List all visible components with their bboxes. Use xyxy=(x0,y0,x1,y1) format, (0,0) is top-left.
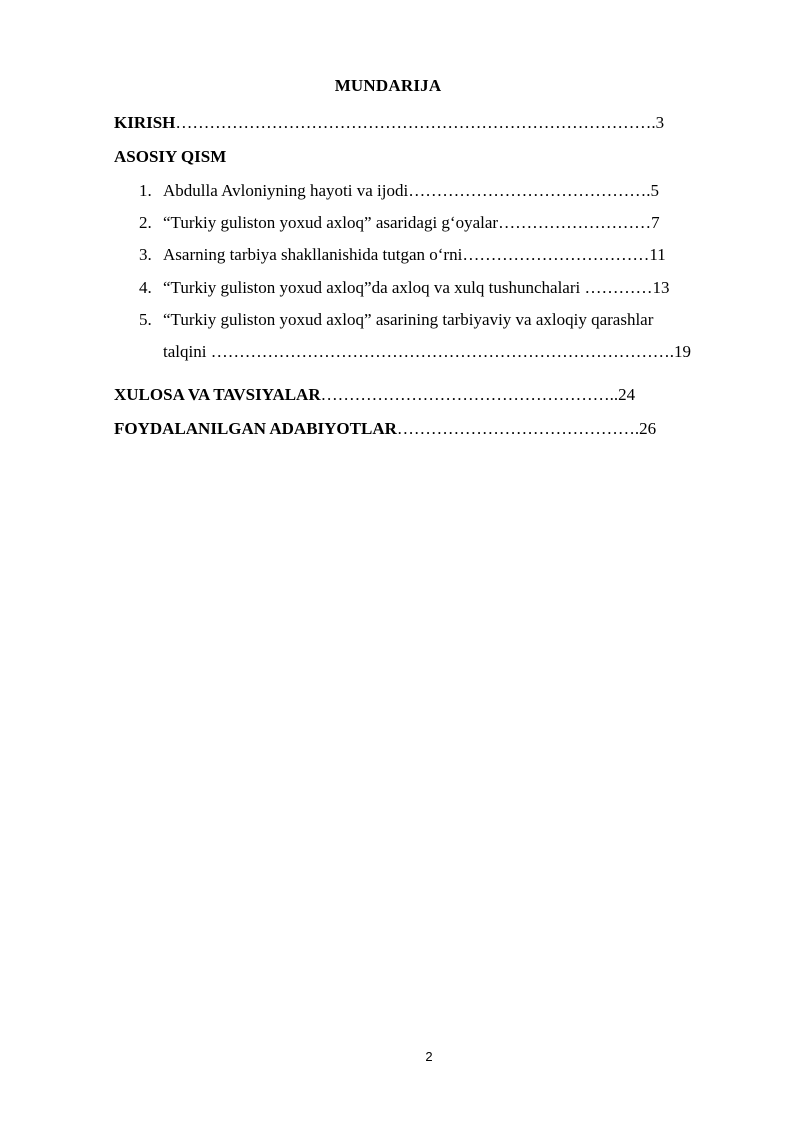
page-footer-number: 2 xyxy=(425,1049,433,1064)
toc-entry-conclusion xyxy=(114,385,635,405)
toc-leader-dots: ………… xyxy=(584,278,653,297)
toc-leader-dots: …………………………………………………………………………. xyxy=(175,113,656,132)
toc-leader-dots: ……………………………………. xyxy=(408,181,651,200)
toc-item xyxy=(139,213,660,233)
toc-item xyxy=(139,245,666,265)
toc-leader-dots: ………………………………………………………………………. xyxy=(210,342,674,361)
toc-item-text: Asarning tarbiya shakllanishida tutgan o‘rni xyxy=(163,245,463,264)
toc-leader-dots: …………………………………………….. xyxy=(320,385,619,404)
toc-title: MUNDARIJA xyxy=(334,76,442,95)
toc-item-text: talqini xyxy=(163,342,211,361)
toc-page-number: 11 xyxy=(649,245,666,264)
toc-item xyxy=(139,181,659,201)
toc-leader-dots: ……………………………………. xyxy=(396,419,640,438)
toc-item xyxy=(139,278,669,298)
toc-page-number: 26 xyxy=(639,419,657,438)
toc-item-number: 4. xyxy=(139,278,152,297)
toc-leader-dots: …………………………… xyxy=(462,245,650,264)
toc-entry-label: KIRISH xyxy=(114,113,176,132)
toc-item-number: 1. xyxy=(139,181,152,200)
toc-page-number: 19 xyxy=(673,342,691,361)
toc-item-number: 2. xyxy=(139,213,152,232)
toc-entry-label: XULOSA VA TAVSIYALAR xyxy=(114,385,321,404)
toc-page-number: 13 xyxy=(652,278,670,297)
toc-page-number: 24 xyxy=(618,385,636,404)
toc-page-number: 5 xyxy=(650,181,659,200)
toc-item-text: “Turkiy guliston yoxud axloq” asaridagi g‘oyalar xyxy=(163,213,499,232)
toc-item-number: 3. xyxy=(139,245,152,264)
toc-item-text: “Turkiy guliston yoxud axloq”da axloq va xulq tushunchalari xyxy=(163,278,585,297)
toc-item-text: Abdulla Avloniyning hayoti va ijodi xyxy=(163,181,409,200)
toc-page-number: 3 xyxy=(655,113,665,132)
toc-item-number: 5. xyxy=(139,310,152,329)
toc-item xyxy=(139,310,653,330)
toc-item-continuation xyxy=(163,342,691,362)
toc-section-heading: ASOSIY QISM xyxy=(114,147,227,166)
toc-entry-references xyxy=(114,419,656,439)
toc-entry-intro xyxy=(114,113,664,133)
toc-entry-label: FOYDALANILGAN ADABIYOTLAR xyxy=(114,419,397,438)
toc-page-number: 7 xyxy=(651,213,660,232)
toc-item-text: “Turkiy guliston yoxud axloq” asarining tarbiyaviy va axloqiy qarashlar xyxy=(163,310,654,329)
toc-leader-dots: ……………………… xyxy=(498,213,652,232)
